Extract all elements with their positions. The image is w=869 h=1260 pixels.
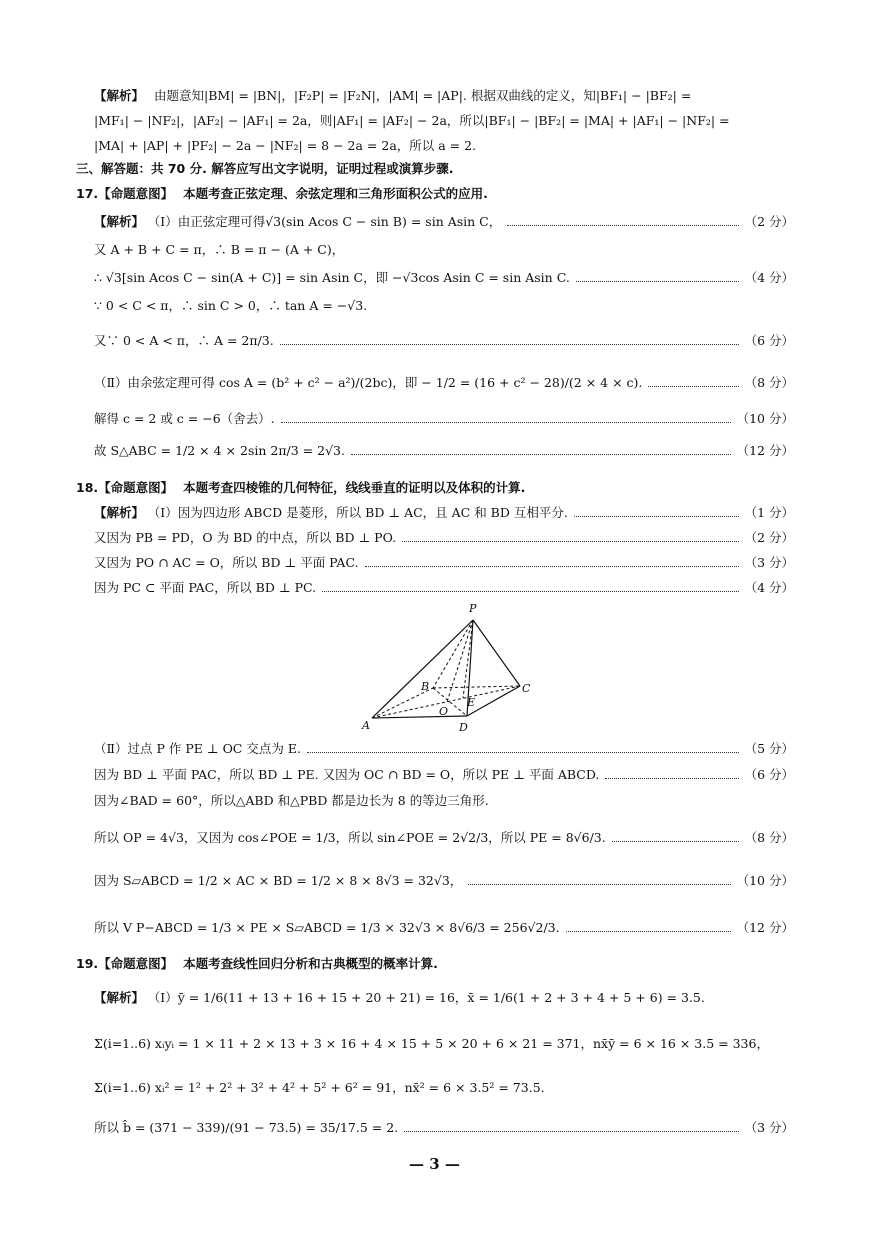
line-l29: [94, 1120, 794, 1136]
score-label: （1 分）: [744, 505, 794, 520]
line-l14: [76, 480, 776, 496]
score-label: （8 分）: [744, 375, 794, 390]
line-l6: [94, 214, 794, 230]
leader-dots: [605, 778, 738, 779]
line-text: 故 S△ABC = 1/2 × 4 × 2sin 2π/3 = 2√3.: [94, 443, 345, 458]
line-l17: [94, 555, 794, 571]
score-label: （6 分）: [744, 333, 794, 348]
pyramid-figure: [355, 598, 535, 738]
leader-dots: [468, 884, 730, 885]
line-text: 本题考查正弦定理、余弦定理和三角形面积公式的应用.: [183, 186, 488, 201]
line-l28: [94, 1080, 794, 1096]
line-text: 解得 c = 2 或 c = −6（舍去）.: [94, 411, 275, 426]
score-label: （10 分）: [736, 411, 794, 426]
line-l21: [94, 793, 794, 809]
score-label: （8 分）: [744, 830, 794, 845]
score-label: （6 分）: [744, 767, 794, 782]
line-text: |MF₁| − |NF₂|，|AF₂| − |AF₁| = 2a，则|AF₁| = |AF₂| − 2a，所以|BF₁| − |BF₂| = |MA| + |AF₁| − |NF₂| =: [94, 113, 730, 128]
line-l7: [94, 242, 794, 258]
line-l20: [94, 767, 794, 783]
line-l18: [94, 580, 794, 596]
score-label: （3 分）: [744, 555, 794, 570]
line-text: 又 A + B + C = π，∴ B = π − (A + C)，: [94, 242, 345, 257]
line-l5: [76, 186, 776, 202]
label-A: A: [362, 719, 370, 732]
score-label: （4 分）: [744, 270, 794, 285]
edge-PB: [433, 620, 473, 688]
line-text: （Ⅰ）ȳ = 1/6(11 + 13 + 16 + 15 + 20 + 21) = 16，x̄ = 1/6(1 + 2 + 3 + 4 + 5 + 6) = 3.5.: [154, 990, 705, 1005]
line-text: （Ⅱ）由余弦定理可得 cos A = (b² + c² − a²)/(2bc)，即 − 1/2 = (16 + c² − 28)/(2 × 4 × c).: [94, 375, 643, 390]
line-l12: [94, 411, 794, 427]
line-text: 又因为 PB = PD，O 为 BD 的中点，所以 BD ⊥ PO.: [94, 530, 397, 545]
leader-dots: [566, 931, 731, 932]
leader-dots: [280, 344, 739, 345]
question-tag: 17.【命题意图】: [76, 186, 174, 201]
line-l26: [94, 990, 794, 1006]
line-text: 所以 V P−ABCD = 1/3 × PE × S▱ABCD = 1/3 × 32√3 × 8√6/3 = 256√2/3.: [94, 920, 560, 935]
line-text: （Ⅱ）过点 P 作 PE ⊥ OC 交点为 E.: [94, 741, 301, 756]
line-l27: [94, 1036, 794, 1052]
label-D: D: [459, 721, 468, 734]
line-l1: [94, 88, 794, 104]
line-text: （Ⅰ）由正弦定理可得√3(sin Acos C − sin B) = sin Asin C，: [154, 214, 502, 229]
line-text: 因为 PC ⊂ 平面 PAC，所以 BD ⊥ PC.: [94, 580, 317, 595]
line-text: 所以 OP = 4√3，又因为 cos∠POE = 1/3，所以 sin∠POE = 2√2/3，所以 PE = 8√6/3.: [94, 830, 606, 845]
seg-PE: [463, 620, 473, 698]
leader-dots: [307, 752, 739, 753]
line-l10: [94, 333, 794, 349]
line-l8: [94, 270, 794, 286]
score-label: （5 分）: [744, 741, 794, 756]
edge-PC: [473, 620, 520, 686]
score-label: （3 分）: [744, 1120, 794, 1135]
score-label: （10 分）: [736, 873, 794, 888]
edge-BC: [433, 686, 520, 688]
label-O: O: [439, 705, 449, 718]
leader-dots: [576, 281, 739, 282]
leader-dots: [648, 386, 738, 387]
score-label: （4 分）: [744, 580, 794, 595]
leader-dots: [507, 225, 738, 226]
line-l13: [94, 443, 794, 459]
line-l16: [94, 530, 794, 546]
line-l24: [94, 920, 794, 936]
label-P: P: [469, 602, 477, 615]
question-tag: 18.【命题意图】: [76, 480, 174, 495]
leader-dots: [322, 591, 738, 592]
page-number: — 3 —: [409, 1155, 460, 1173]
label-E: E: [467, 696, 476, 709]
leader-dots: [402, 541, 738, 542]
line-text: ∵ 0 < C < π，∴ sin C > 0，∴ tan A = −√3.: [94, 298, 368, 313]
line-text: |MA| + |AP| + |PF₂| − 2a − |NF₂| = 8 − 2a = 2a，所以 a = 2.: [94, 138, 477, 153]
line-text: （Ⅰ）因为四边形 ABCD 是菱形，所以 BD ⊥ AC，且 AC 和 BD 互相平分.: [154, 505, 568, 520]
line-l9: [94, 298, 794, 314]
question-tag: 19.【命题意图】: [76, 956, 174, 971]
line-text: Σ(i=1..6) xᵢ² = 1² + 2² + 3² + 4² + 5² + 6² = 91，nx̄² = 6 × 3.5² = 73.5.: [94, 1080, 545, 1095]
line-text: 因为∠BAD = 60°，所以△ABD 和△PBD 都是边长为 8 的等边三角形.: [94, 793, 489, 808]
line-l11: [94, 375, 794, 391]
leader-dots: [281, 422, 731, 423]
label-B: B: [421, 680, 430, 693]
line-text: 本题考查四棱锥的几何特征，线线垂直的证明以及体积的计算.: [183, 480, 526, 495]
line-text: 因为 BD ⊥ 平面 PAC，所以 BD ⊥ PE. 又因为 OC ∩ BD = O，所以 PE ⊥ 平面 ABCD.: [94, 767, 600, 782]
edge-AD: [372, 716, 467, 718]
line-text: ∴ √3[sin Acos C − sin(A + C)] = sin Asin C，即 −√3cos Asin C = sin Asin C.: [94, 270, 570, 285]
line-text: Σ(i=1..6) xᵢyᵢ = 1 × 11 + 2 × 13 + 3 × 16 + 4 × 15 + 5 × 20 + 6 × 21 = 371，nx̄ȳ = 6 × 16 × 3.5 = 336，: [94, 1036, 769, 1051]
line-text: 所以 b̂ = (371 − 339)/(91 − 73.5) = 35/17.5 = 2.: [94, 1120, 399, 1135]
score-label: （2 分）: [744, 214, 794, 229]
line-tag: 【解析】: [94, 214, 145, 229]
line-l2: [94, 113, 794, 129]
line-text: 三、解答题：共 70 分. 解答应写出文字说明，证明过程或演算步骤.: [76, 161, 454, 176]
line-tag: 【解析】: [94, 505, 145, 520]
leader-dots: [365, 566, 739, 567]
line-l3: [94, 138, 794, 154]
line-l15: [94, 505, 794, 521]
leader-dots: [612, 841, 739, 842]
score-label: （12 分）: [736, 920, 794, 935]
leader-dots: [574, 516, 739, 517]
line-text: 由题意知|BM| = |BN|，|F₂P| = |F₂N|，|AM| = |AP|. 根据双曲线的定义，知|BF₁| − |BF₂| =: [154, 88, 692, 103]
line-text: 本题考查线性回归分析和古典概型的概率计算.: [183, 956, 438, 971]
line-l23: [94, 873, 794, 889]
line-tag: 【解析】: [94, 88, 145, 103]
leader-dots: [351, 454, 731, 455]
line-l22: [94, 830, 794, 846]
score-label: （12 分）: [736, 443, 794, 458]
section-heading: [76, 161, 776, 177]
line-text: 又∵ 0 < A < π，∴ A = 2π/3.: [94, 333, 274, 348]
line-text: 又因为 PO ∩ AC = O，所以 BD ⊥ 平面 PAC.: [94, 555, 359, 570]
line-text: 因为 S▱ABCD = 1/2 × AC × BD = 1/2 × 8 × 8√3 = 32√3，: [94, 873, 463, 888]
label-C: C: [522, 682, 531, 695]
score-label: （2 分）: [744, 530, 794, 545]
line-l19: [94, 741, 794, 757]
line-tag: 【解析】: [94, 990, 145, 1005]
line-l25: [76, 956, 776, 972]
leader-dots: [404, 1131, 738, 1132]
